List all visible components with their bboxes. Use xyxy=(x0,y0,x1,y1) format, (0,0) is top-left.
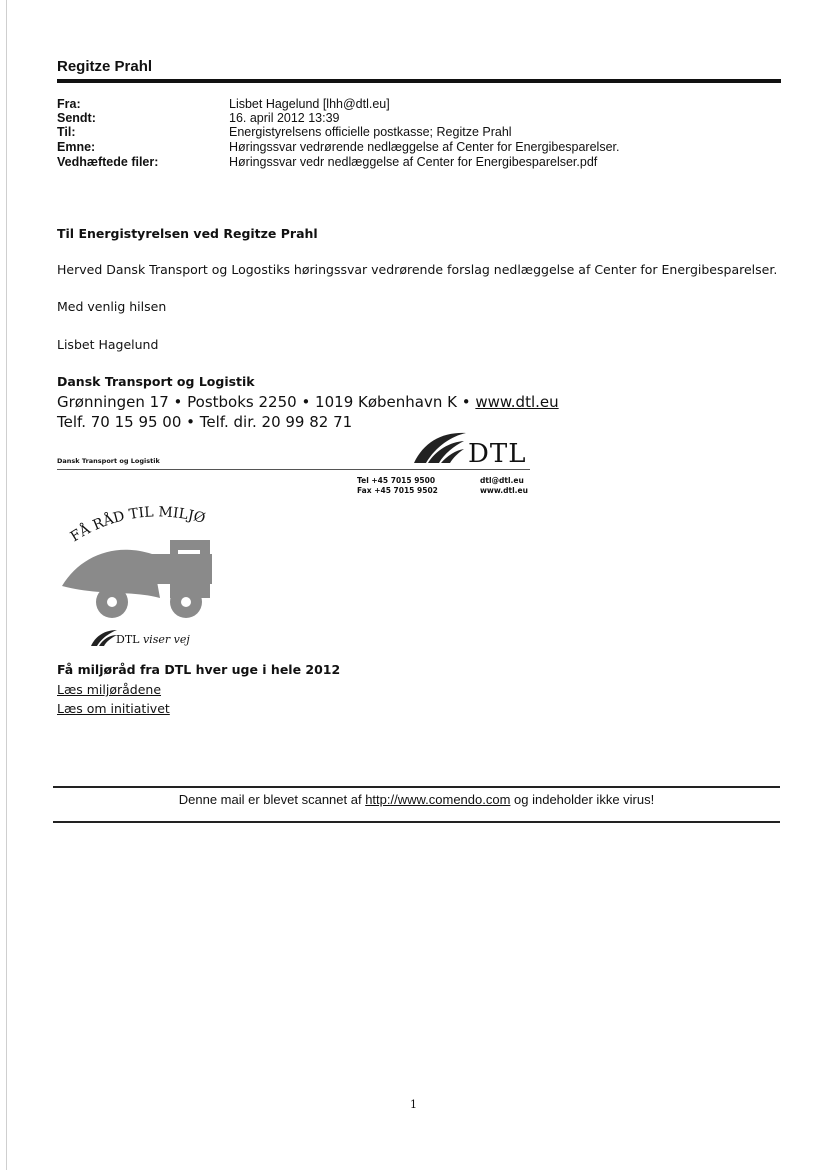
sender-heading: Regitze Prahl xyxy=(57,58,153,75)
dtl-swoosh-icon xyxy=(412,430,470,466)
virus-prefix: Denne mail er blevet scannet af xyxy=(178,792,366,807)
signature-name: Lisbet Hagelund xyxy=(57,337,159,352)
attachment-file[interactable]: Høringssvar vedr nedlæggelse af Center for Energibesparelser.pdf xyxy=(229,155,598,169)
virus-notice xyxy=(53,792,780,807)
sent-value: 16. april 2012 13:39 xyxy=(229,111,340,125)
letterhead-divider xyxy=(57,469,530,470)
letterhead-tel: Tel +45 7015 9500 xyxy=(357,476,436,485)
virus-suffix: og indeholder ikke virus! xyxy=(510,792,655,807)
letterhead-email: dtl@dtl.eu xyxy=(480,476,524,485)
from-value: Lisbet Hagelund [lhh@dtl.eu] xyxy=(229,97,390,111)
dtl-small-swoosh-icon xyxy=(90,629,118,647)
attachments-label: Vedhæftede filer: xyxy=(57,155,159,169)
company-name: Dansk Transport og Logistik xyxy=(57,374,255,389)
subject-value: Høringssvar vedrørende nedlæggelse af Center for Energibesparelser. xyxy=(229,140,620,154)
campaign-truck-logo xyxy=(60,498,240,650)
tagline-brand: DTL xyxy=(116,633,140,646)
comendo-link[interactable]: http://www.comendo.com xyxy=(365,792,511,807)
page-edge-line xyxy=(6,0,7,1170)
letterhead-company: Dansk Transport og Logistik xyxy=(57,457,160,465)
campaign-tagline xyxy=(116,633,190,646)
address-line xyxy=(57,393,559,411)
sent-label: Sendt: xyxy=(57,111,96,125)
virus-bottom-rule xyxy=(53,821,780,823)
website-link[interactable]: www.dtl.eu xyxy=(475,393,559,411)
virus-top-rule xyxy=(53,786,780,788)
letterhead-fax: Fax +45 7015 9502 xyxy=(357,486,438,495)
from-label: Fra: xyxy=(57,97,81,111)
body-paragraph: Herved Dansk Transport og Logostiks høringssvar vedrørende forslag nedlæggelse af Center for Energibesparelser. xyxy=(57,262,778,277)
link-read-initiative[interactable]: Læs om initiativet xyxy=(57,701,170,716)
address-text: Grønningen 17 • Postboks 2250 • 1019 København K • xyxy=(57,393,476,411)
greeting: Til Energistyrelsen ved Regitze Prahl xyxy=(57,226,318,241)
phone-line: Telf. 70 15 95 00 • Telf. dir. 20 99 82 71 xyxy=(57,413,353,431)
campaign-heading: Få miljøråd fra DTL hver uge i hele 2012 xyxy=(57,662,341,677)
campaign-arc-text: FÅ RÅD TIL MILJØ xyxy=(67,504,207,546)
subject-label: Emne: xyxy=(57,140,96,154)
dtl-logo-text: DTL xyxy=(468,439,527,469)
letterhead-web: www.dtl.eu xyxy=(480,486,528,495)
header-divider xyxy=(57,79,781,83)
link-read-advice[interactable]: Læs miljørådene xyxy=(57,682,162,697)
closing: Med venlig hilsen xyxy=(57,299,167,314)
tagline-text: viser vej xyxy=(142,633,190,646)
to-label: Til: xyxy=(57,125,76,139)
page-number: 1 xyxy=(410,1098,417,1111)
to-value: Energistyrelsens officielle postkasse; Regitze Prahl xyxy=(229,125,512,139)
